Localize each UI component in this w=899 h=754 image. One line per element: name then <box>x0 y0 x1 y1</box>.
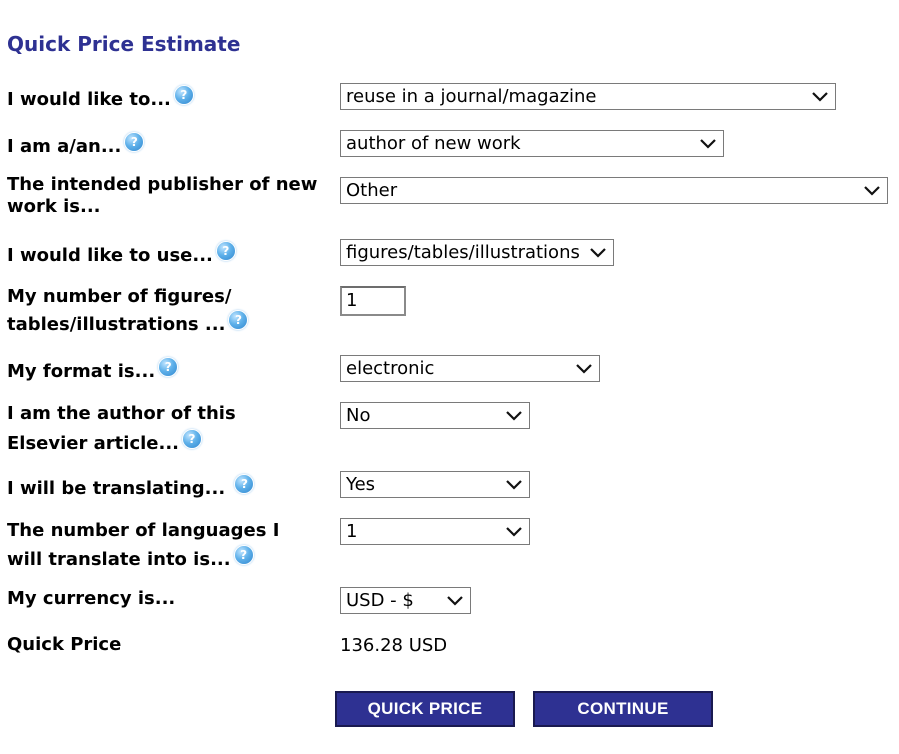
author-label <box>7 399 327 459</box>
format-select[interactable] <box>340 355 600 382</box>
chevron-down-icon <box>862 178 882 203</box>
chevron-down-icon <box>588 240 608 265</box>
currency-select[interactable] <box>340 587 471 614</box>
like-to-label <box>7 86 327 114</box>
number-input[interactable]: 1 <box>340 286 406 316</box>
number-label-line1: My number of figures/ <box>7 286 232 307</box>
chevron-down-icon <box>504 403 524 428</box>
help-icon[interactable]: ? <box>125 133 143 151</box>
i-am-value: author of new work <box>346 133 521 154</box>
help-icon[interactable]: ? <box>175 86 193 104</box>
quick-price-button[interactable]: QUICK PRICE <box>335 691 515 727</box>
format-label-text: My format is... <box>7 361 156 382</box>
translating-label-text: I will be translating... <box>7 478 226 499</box>
use-select[interactable] <box>340 239 614 266</box>
format-value: electronic <box>346 358 435 379</box>
i-am-label <box>7 133 327 161</box>
author-select[interactable] <box>340 402 530 429</box>
languages-label-line1: The number of languages I <box>7 520 280 541</box>
like-to-value: reuse in a journal/magazine <box>346 86 597 107</box>
chevron-down-icon <box>574 356 594 381</box>
languages-select[interactable] <box>340 518 530 545</box>
chevron-down-icon <box>504 472 524 497</box>
languages-label-line2: will translate into is... <box>7 549 231 570</box>
author-value: No <box>346 405 371 426</box>
publisher-value: Other <box>346 180 398 201</box>
currency-value: USD - $ <box>346 590 414 611</box>
help-icon[interactable]: ? <box>235 546 253 564</box>
chevron-down-icon <box>445 588 465 613</box>
i-am-select[interactable] <box>340 130 724 157</box>
translating-label <box>7 475 327 503</box>
quick-price-value: 136.28 USD <box>340 635 448 656</box>
author-label-line1: I am the author of this <box>7 403 236 424</box>
translating-select[interactable] <box>340 471 530 498</box>
number-label <box>7 283 327 339</box>
author-label-line2: Elsevier article... <box>7 433 180 454</box>
translating-value: Yes <box>346 474 376 495</box>
help-icon[interactable]: ? <box>183 430 201 448</box>
publisher-label: The intended publisher of new work is... <box>7 174 318 217</box>
like-to-select[interactable] <box>340 83 836 110</box>
languages-value: 1 <box>346 521 358 542</box>
help-icon[interactable]: ? <box>229 311 247 329</box>
chevron-down-icon <box>810 84 830 109</box>
like-to-label-text: I would like to... <box>7 89 171 110</box>
currency-label: My currency is... <box>7 588 176 609</box>
page-title: Quick Price Estimate <box>7 32 241 56</box>
languages-label <box>7 516 327 574</box>
i-am-label-text: I am a/an... <box>7 136 122 157</box>
quick-price-label: Quick Price <box>7 634 122 655</box>
use-label-text: I would like to use... <box>7 245 213 266</box>
continue-button[interactable]: CONTINUE <box>533 691 713 727</box>
help-icon[interactable]: ? <box>235 475 253 493</box>
chevron-down-icon <box>698 131 718 156</box>
chevron-down-icon <box>504 519 524 544</box>
use-value: figures/tables/illustrations <box>346 242 580 263</box>
help-icon[interactable]: ? <box>159 358 177 376</box>
help-icon[interactable]: ? <box>217 242 235 260</box>
publisher-select[interactable] <box>340 177 888 204</box>
use-label <box>7 242 327 270</box>
number-label-line2: tables/illustrations ... <box>7 314 226 335</box>
format-label <box>7 358 327 386</box>
